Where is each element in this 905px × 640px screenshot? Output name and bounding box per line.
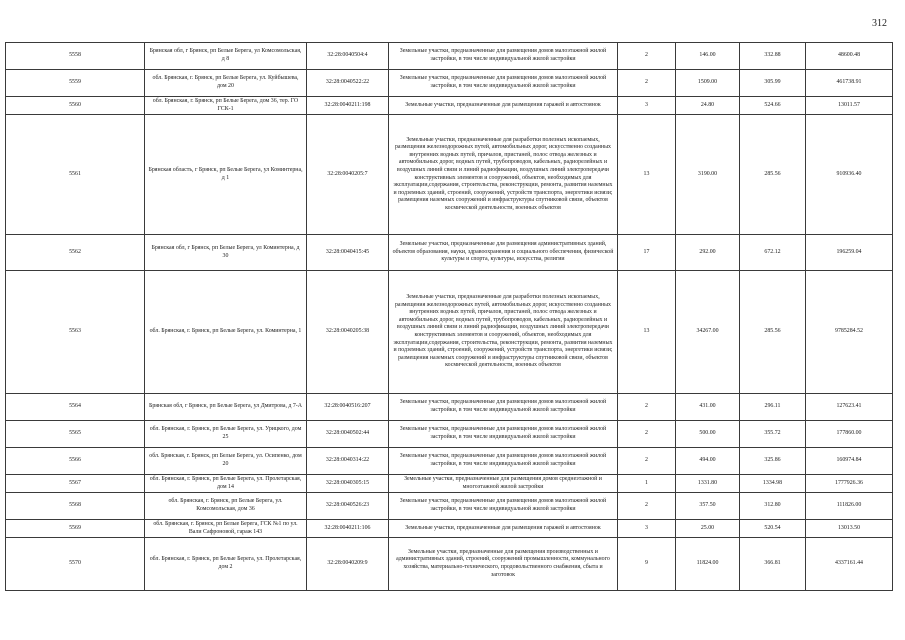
table-row bbox=[6, 115, 893, 235]
cadastral-number-cell: 32:28:0040526:23 bbox=[307, 493, 389, 520]
value-cell: 910936.40 bbox=[806, 115, 893, 235]
address-cell: обл. Брянская, г. Брянск, рп Белые Берега, ул. Комсомольская, дом 36 bbox=[145, 493, 307, 520]
area-cell: 34267.00 bbox=[676, 271, 740, 394]
row-number: 5559 bbox=[6, 70, 145, 97]
purpose-cell: Земельные участки, предназначенные для размещения административных зданий, объектов образования, науки, здравоохранения и социального обеспечения, физической культуры и спорта, культуры, искусства, религии bbox=[389, 235, 618, 271]
purpose-cell: Земельные участки, предназначенные для разработки полезных ископаемых, размещения железнодорожных путей, автомобильных дорог, искусственно созданных внутренних водных путей, причалов, пристаней, полос отвода железных и автомобильных дорог, водных путей, трубопроводов, кабельных, радиорелейных и воздушных линий связи и линий радиофикации, воздушных линий электропередачи конструктивных элементов и сооружений, объектов, необходимых для эксплуатации,содержания, строительства, реконструкции, ремонта, развития наземных и подземных зданий, строений, сооружений, устройств транспорта, энергетики исвязи; размещения наземных сооружений и инфраструктуры спутниковой связи, объектов космической деятельности, военных объектов bbox=[389, 115, 618, 235]
row-number: 5560 bbox=[6, 97, 145, 115]
value-cell: 177860.00 bbox=[806, 421, 893, 448]
row-number: 5565 bbox=[6, 421, 145, 448]
area-cell: 500.00 bbox=[676, 421, 740, 448]
value-cell: 111826.00 bbox=[806, 493, 893, 520]
table-row bbox=[6, 475, 893, 493]
address-cell: обл. Брянская, г. Брянск, рп Белые Берега, ул. Пролетарская, дом 2 bbox=[145, 538, 307, 591]
page-number: 312 bbox=[872, 18, 887, 29]
row-number: 5568 bbox=[6, 493, 145, 520]
table-row bbox=[6, 271, 893, 394]
group-cell: 3 bbox=[618, 97, 676, 115]
group-cell: 1 bbox=[618, 475, 676, 493]
rate-cell: 312.80 bbox=[740, 493, 806, 520]
purpose-cell: Земельные участки, предназначенные для размещения домов малоэтажной жилой застройки, в том числе индивидуальной жилой застройки bbox=[389, 70, 618, 97]
area-cell: 431.00 bbox=[676, 394, 740, 421]
row-number: 5562 bbox=[6, 235, 145, 271]
table-row bbox=[6, 538, 893, 591]
row-number: 5561 bbox=[6, 115, 145, 235]
address-cell: Брянская обл, г Брянск, рп Белые Берега, ул Дмитрова, д 7-А bbox=[145, 394, 307, 421]
cadastral-number-cell: 32:28:0040516:207 bbox=[307, 394, 389, 421]
purpose-cell: Земельные участки, предназначенные для размещения домов малоэтажной жилой застройки, в том числе индивидуальной жилой застройки bbox=[389, 448, 618, 475]
table-row bbox=[6, 43, 893, 70]
area-cell: 292.00 bbox=[676, 235, 740, 271]
group-cell: 3 bbox=[618, 520, 676, 538]
cadastral-number-cell: 32:28:0040502:44 bbox=[307, 421, 389, 448]
group-cell: 2 bbox=[618, 43, 676, 70]
value-cell: 4337161.44 bbox=[806, 538, 893, 591]
area-cell: 1509.00 bbox=[676, 70, 740, 97]
area-cell: 494.00 bbox=[676, 448, 740, 475]
group-cell: 13 bbox=[618, 271, 676, 394]
row-number: 5567 bbox=[6, 475, 145, 493]
area-cell: 24.80 bbox=[676, 97, 740, 115]
value-cell: 461738.91 bbox=[806, 70, 893, 97]
rate-cell: 355.72 bbox=[740, 421, 806, 448]
group-cell: 9 bbox=[618, 538, 676, 591]
purpose-cell: Земельные участки, предназначенные для размещения домов среднеэтажной и многоэтажной жилой застройки bbox=[389, 475, 618, 493]
cadastral-number-cell: 32:28:0040211:106 bbox=[307, 520, 389, 538]
row-number: 5566 bbox=[6, 448, 145, 475]
row-number: 5570 bbox=[6, 538, 145, 591]
table-row bbox=[6, 493, 893, 520]
cadastral-number-cell: 32:28:0040209:9 bbox=[307, 538, 389, 591]
cadastral-number-cell: 32:28:0040211:198 bbox=[307, 97, 389, 115]
area-cell: 11824.00 bbox=[676, 538, 740, 591]
row-number: 5564 bbox=[6, 394, 145, 421]
purpose-cell: Земельные участки, предназначенные для размещения домов малоэтажной жилой застройки, в том числе индивидуальной жилой застройки bbox=[389, 421, 618, 448]
address-cell: обл. Брянская, г. Брянск, рп Белые Берега, ул. Куйбышева, дом 20 bbox=[145, 70, 307, 97]
cadastral-number-cell: 32:28:0040205:38 bbox=[307, 271, 389, 394]
rate-cell: 524.66 bbox=[740, 97, 806, 115]
table-row bbox=[6, 70, 893, 97]
address-cell: Брянская область, г Брянск, рп Белые Берега, ул Коминтерна, д 1 bbox=[145, 115, 307, 235]
table-row bbox=[6, 448, 893, 475]
group-cell: 17 bbox=[618, 235, 676, 271]
row-number: 5558 bbox=[6, 43, 145, 70]
area-cell: 25.00 bbox=[676, 520, 740, 538]
value-cell: 13013.50 bbox=[806, 520, 893, 538]
table-row bbox=[6, 394, 893, 421]
area-cell: 3190.00 bbox=[676, 115, 740, 235]
group-cell: 2 bbox=[618, 70, 676, 97]
purpose-cell: Земельные участки, предназначенные для разработки полезных ископаемых, размещения железнодорожных путей, автомобильных дорог, искусственно созданных внутренних водных путей, причалов, пристаней, полос отвода железных и автомобильных дорог, водных путей, трубопроводов, кабельных, радиорелейных и воздушных линий связи и линий радиофикации, воздушных линий электропередачи конструктивных элементов и сооружений, объектов, необходимых для эксплуатации,содержания, строительства, реконструкции, ремонта, развития наземных и подземных зданий, строений, сооружений, устройств транспорта, энергетики исвязи; размещения наземных сооружений и инфраструктуры спутниковой связи, объектов космической деятельности, военных объектов bbox=[389, 271, 618, 394]
rate-cell: 325.86 bbox=[740, 448, 806, 475]
address-cell: обл. Брянская, г. Брянск, рп Белые Берега, ул. Коминтерна, 1 bbox=[145, 271, 307, 394]
cadastral-number-cell: 32:28:0040314:22 bbox=[307, 448, 389, 475]
land-registry-table bbox=[5, 42, 893, 591]
value-cell: 1777926.36 bbox=[806, 475, 893, 493]
rate-cell: 672.12 bbox=[740, 235, 806, 271]
table-row bbox=[6, 235, 893, 271]
rate-cell: 366.81 bbox=[740, 538, 806, 591]
value-cell: 48600.48 bbox=[806, 43, 893, 70]
rate-cell: 332.88 bbox=[740, 43, 806, 70]
address-cell: обл. Брянская, г. Брянск, рп Белые Берега, ул. Пролетарская, дом 14 bbox=[145, 475, 307, 493]
cadastral-number-cell: 32:28:0040504:4 bbox=[307, 43, 389, 70]
area-cell: 1331.80 bbox=[676, 475, 740, 493]
group-cell: 2 bbox=[618, 493, 676, 520]
cadastral-number-cell: 32:28:0040305:15 bbox=[307, 475, 389, 493]
value-cell: 196259.04 bbox=[806, 235, 893, 271]
purpose-cell: Земельные участки, предназначенные для размещения домов малоэтажной жилой застройки, в том числе индивидуальной жилой застройки bbox=[389, 43, 618, 70]
area-cell: 357.50 bbox=[676, 493, 740, 520]
group-cell: 2 bbox=[618, 448, 676, 475]
cadastral-number-cell: 32:28:0040415:45 bbox=[307, 235, 389, 271]
address-cell: обл. Брянская, г. Брянск, рп Белые Берега, дом 36, тер. ГО ГСК-1 bbox=[145, 97, 307, 115]
purpose-cell: Земельные участки, предназначенные для размещения производственных и административных зданий, строений, сооружений промышленности, коммунального хозяйства, материально-технического, продовольственного снабжения, сбыта и заготовок bbox=[389, 538, 618, 591]
address-cell: Брянская обл, г Брянск, рп Белые Берега, ул Коминтерна, д 30 bbox=[145, 235, 307, 271]
group-cell: 13 bbox=[618, 115, 676, 235]
table-row bbox=[6, 520, 893, 538]
address-cell: обл. Брянская, г. Брянск, рп Белые Берега, ГСК №1 по ул. Вали Сафроновой, гараж 143 bbox=[145, 520, 307, 538]
purpose-cell: Земельные участки, предназначенные для размещения домов малоэтажной жилой застройки, в том числе индивидуальной жилой застройки bbox=[389, 493, 618, 520]
area-cell: 146.00 bbox=[676, 43, 740, 70]
cadastral-number-cell: 32:28:0040205:7 bbox=[307, 115, 389, 235]
rate-cell: 520.54 bbox=[740, 520, 806, 538]
group-cell: 2 bbox=[618, 421, 676, 448]
rate-cell: 285.56 bbox=[740, 115, 806, 235]
row-number: 5569 bbox=[6, 520, 145, 538]
table-row bbox=[6, 421, 893, 448]
rate-cell: 285.56 bbox=[740, 271, 806, 394]
address-cell: Брянская обл, г Брянск, рп Белые Берега, ул Комсомольская, д 8 bbox=[145, 43, 307, 70]
purpose-cell: Земельные участки, предназначенные для размещения домов малоэтажной жилой застройки, в том числе индивидуальной жилой застройки bbox=[389, 394, 618, 421]
value-cell: 160974.84 bbox=[806, 448, 893, 475]
cadastral-number-cell: 32:28:0040522:22 bbox=[307, 70, 389, 97]
address-cell: обл. Брянская, г. Брянск, рп Белые Берега, ул. Осипенко, дом 20 bbox=[145, 448, 307, 475]
value-cell: 127623.41 bbox=[806, 394, 893, 421]
rate-cell: 296.11 bbox=[740, 394, 806, 421]
table-row bbox=[6, 97, 893, 115]
purpose-cell: Земельные участки, предназначенные для размещения гаражей и автостоянок bbox=[389, 97, 618, 115]
rate-cell: 1334.98 bbox=[740, 475, 806, 493]
rate-cell: 305.99 bbox=[740, 70, 806, 97]
value-cell: 9785284.52 bbox=[806, 271, 893, 394]
address-cell: обл. Брянская, г. Брянск, рп Белые Берега, ул. Урицкого, дом 25 bbox=[145, 421, 307, 448]
value-cell: 13011.57 bbox=[806, 97, 893, 115]
purpose-cell: Земельные участки, предназначенные для размещения гаражей и автостоянок bbox=[389, 520, 618, 538]
row-number: 5563 bbox=[6, 271, 145, 394]
group-cell: 2 bbox=[618, 394, 676, 421]
